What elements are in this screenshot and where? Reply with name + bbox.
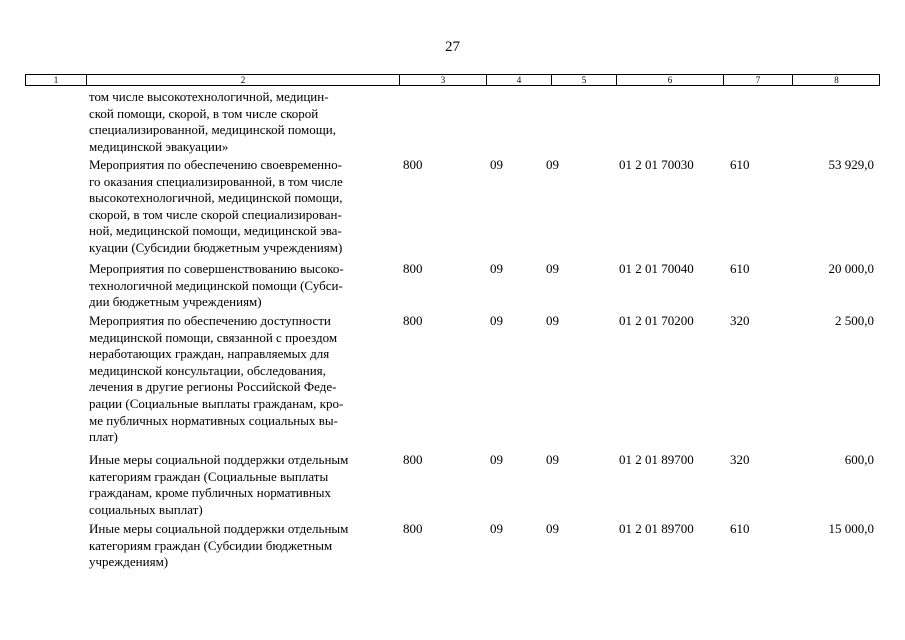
row-code-4: 09 (490, 452, 503, 467)
page-number: 27 (445, 39, 460, 55)
column-header-2: 2 (86, 75, 399, 85)
row-amount: 15 000,0 (828, 521, 874, 536)
row-amount: 53 929,0 (828, 157, 874, 172)
row-code-3: 800 (403, 452, 423, 467)
row-code-6: 01 2 01 70200 (619, 313, 694, 328)
row-code-5: 09 (546, 452, 559, 467)
row-description: Иные меры социальной поддержки отдельным категориям граждан (Субсидии бюджетным учреждениям) (89, 521, 349, 570)
row-code-5: 09 (546, 313, 559, 328)
row-amount: 20 000,0 (828, 261, 874, 276)
row-code-6: 01 2 01 70040 (619, 261, 694, 276)
row-code-6: 01 2 01 89700 (619, 452, 694, 467)
row-description: Мероприятия по обеспечению доступности медицинской помощи, связанной с проездом неработающих граждан, направляемых для медицинской консультации, обследования, лечения в другие регионы Российской Феде- рации (Социальные выплаты гражданам, кро- ме публичных нормативных социальных вы- плат) (89, 313, 344, 445)
row-code-7: 610 (730, 521, 750, 536)
row-description: Мероприятия по обеспечению своевременно- го оказания специализированной, в том числе высокотехнологичной, медицинской помощи, скорой, в том числе скорой специализирован- ной, медицинской помощи, медицинской эва- куации (Субсидии бюджетным учреждениям) (89, 157, 343, 255)
row-code-4: 09 (490, 521, 503, 536)
row-amount: 600,0 (844, 452, 874, 467)
row-code-4: 09 (490, 157, 503, 172)
column-header-8: 8 (792, 75, 880, 85)
row-code-7: 610 (730, 261, 750, 276)
column-header-4: 4 (486, 75, 551, 85)
row-code-3: 800 (403, 313, 423, 328)
column-header-5: 5 (551, 75, 616, 85)
row-code-7: 610 (730, 157, 750, 172)
row-description: Мероприятия по совершенствованию высоко- технологичной медицинской помощи (Субси- дии бюджетным учреждениям) (89, 261, 344, 310)
row-code-6: 01 2 01 70030 (619, 157, 694, 172)
row-code-4: 09 (490, 261, 503, 276)
column-header-6: 6 (616, 75, 723, 85)
row-code-7: 320 (730, 313, 750, 328)
row-code-5: 09 (546, 157, 559, 172)
column-header-1: 1 (53, 75, 59, 85)
row-description: Иные меры социальной поддержки отдельным категориям граждан (Социальные выплаты гражданам, кроме публичных нормативных социальных выплат) (89, 452, 349, 517)
row-code-6: 01 2 01 89700 (619, 521, 694, 536)
row-code-3: 800 (403, 157, 423, 172)
row-amount: 2 500,0 (835, 313, 874, 328)
row-code-3: 800 (403, 261, 423, 276)
row-code-5: 09 (546, 521, 559, 536)
column-header-3: 3 (399, 75, 486, 85)
row-code-5: 09 (546, 261, 559, 276)
row-code-7: 320 (730, 452, 750, 467)
table-header-row (25, 74, 880, 86)
row-description: том числе высокотехнологичной, медицин- ской помощи, скорой, в том числе скорой специализированной, медицинской помощи, медицинской эвакуации» (89, 89, 336, 154)
row-code-3: 800 (403, 521, 423, 536)
column-header-7: 7 (723, 75, 792, 85)
row-code-4: 09 (490, 313, 503, 328)
